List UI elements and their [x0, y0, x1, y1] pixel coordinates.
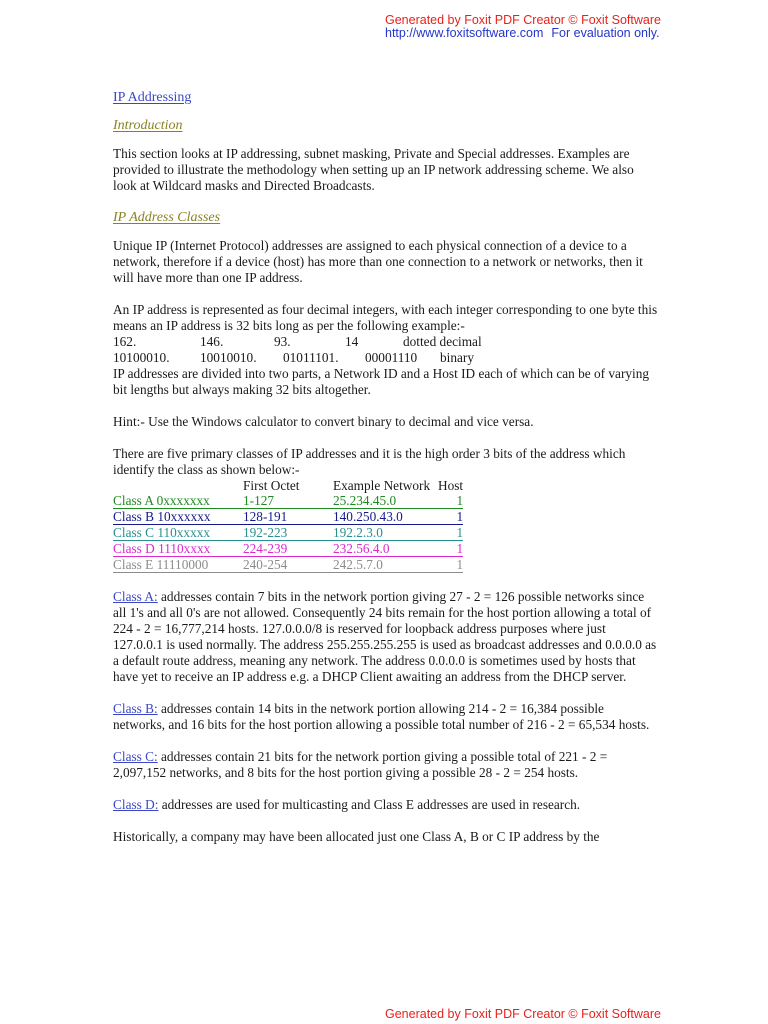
intro-paragraph: This section looks at IP addressing, subnet masking, Private and Special addresses. Examples are provided to illustrate the methodology when setting up an IP network addressing scheme. We also look at Wildcard masks and Directed Broadcasts. — [113, 146, 634, 193]
banner-creator-text: Generated by Foxit PDF Creator © Foxit Software — [385, 1007, 661, 1021]
table-row — [113, 541, 463, 557]
document-body — [113, 90, 658, 861]
example-binary-cell: 10010010. — [200, 350, 257, 365]
table-cell: 1 — [438, 493, 463, 509]
example-decimal-cell: 14 — [345, 334, 359, 349]
intro-heading: Introduction — [113, 118, 183, 133]
ip-classes-table — [113, 478, 463, 573]
class-d-text: addresses are used for multicasting and Class E addresses are used in research. — [158, 797, 581, 812]
historical-paragraph: Historically, a company may have been allocated just one Class A, B or C IP address by the — [113, 829, 600, 844]
class-d-paragraph — [113, 797, 658, 813]
table-cell: 240-254 — [243, 557, 333, 573]
network-host-paragraph: IP addresses are divided into two parts, a Network ID and a Host ID each of which can be of varying bit lengths but always making 32 bits altogether. — [113, 366, 650, 397]
table-cell: Class C 110xxxxx — [113, 525, 243, 541]
class-d-link[interactable]: Class D: — [113, 797, 159, 812]
table-cell: 128-191 — [243, 509, 333, 525]
class-b-link[interactable]: Class B: — [113, 701, 158, 716]
table-header: First Octet — [243, 478, 300, 493]
table-cell: Class B 10xxxxxx — [113, 509, 243, 525]
banner-evaluation-note: For evaluation only. — [551, 26, 660, 40]
table-cell: 1 — [438, 541, 463, 557]
table-cell: 1-127 — [243, 493, 333, 509]
table-cell: Class E 11110000 — [113, 557, 243, 573]
table-cell: 140.250.43.0 — [333, 509, 438, 525]
table-row — [113, 525, 463, 541]
example-decimal-label: dotted decimal — [403, 334, 482, 349]
example-binary-cell: 10100010. — [113, 350, 170, 365]
table-cell: 192.2.3.0 — [333, 525, 438, 541]
table-cell: 232.56.4.0 — [333, 541, 438, 557]
page-title: IP Addressing — [113, 90, 192, 105]
example-decimal-cell: 162. — [113, 334, 137, 349]
example-binary-cell: 01011101. — [283, 350, 339, 365]
table-header: Example Network — [333, 478, 431, 493]
table-cell: Class D 1110xxxx — [113, 541, 243, 557]
table-cell: 25.234.45.0 — [333, 493, 438, 509]
ip-representation-paragraph: An IP address is represented as four decimal integers, with each integer corresponding to one byte this means an IP address is 32 bits long as per the following example:- — [113, 302, 658, 333]
table-row — [113, 557, 463, 573]
foxit-banner-top — [385, 14, 661, 40]
example-decimal-cell: 93. — [274, 334, 291, 349]
table-row — [113, 509, 463, 525]
example-binary-label: binary — [440, 350, 474, 365]
example-decimal-cell: 146. — [200, 334, 224, 349]
table-cell: Class A 0xxxxxxx — [113, 493, 243, 509]
table-cell: 224-239 — [243, 541, 333, 557]
banner-creator-text: Generated by Foxit PDF Creator © Foxit Software — [385, 13, 661, 27]
class-b-paragraph — [113, 701, 658, 733]
example-binary-cell: 00001110 — [365, 350, 418, 365]
example-decimal-row — [113, 334, 658, 350]
primary-classes-paragraph: There are five primary classes of IP addresses and it is the high order 3 bits of the address which identify the class as shown below:- — [113, 446, 626, 477]
table-header — [113, 478, 243, 493]
table-cell: 242.5.7.0 — [333, 557, 438, 573]
class-b-text: addresses contain 14 bits in the network portion allowing 214 - 2 = 16,384 possible networks, and 16 bits for the host portion allowing a possible total number of 216 - 2 = 65,534 hosts. — [113, 701, 650, 732]
table-cell: 192-223 — [243, 525, 333, 541]
class-a-link[interactable]: Class A: — [113, 589, 158, 604]
table-row — [113, 493, 463, 509]
class-c-link[interactable]: Class C: — [113, 749, 158, 764]
unique-ip-paragraph: Unique IP (Internet Protocol) addresses are assigned to each physical connection of a device to a network, therefore if a device (host) has more than one connection to a network or networks, then it will have more than one IP address. — [113, 238, 643, 285]
table-header-row — [113, 478, 463, 493]
classes-heading: IP Address Classes — [113, 210, 221, 225]
table-cell: 1 — [438, 557, 463, 573]
class-a-text: addresses contain 7 bits in the network portion giving 27 - 2 = 126 possible networks since all 1's and all 0's are not allowed. Consequently 24 bits remain for the host portion allowing a total of 224 - 2 = 16,777,214 hosts. 127.0.0.0/8 is reserved for loopback address purposes where just 127.0.0.1 is used normally. The address 255.255.255.255 is used as broadcast addresses and 0.0.0.0 as a default route address, meaning any network. The address 0.0.0.0 is sometimes used by hosts that have yet to receive an IP address e.g. a DHCP Client awaiting an address from the DHCP server. — [113, 589, 657, 684]
table-cell: 1 — [438, 525, 463, 541]
class-c-text: addresses contain 21 bits for the network portion giving a possible total of 221 - 2 = 2,097,152 networks, and 8 bits for the host portion giving a possible 28 - 2 = 254 hosts. — [113, 749, 608, 780]
hint-paragraph: Hint:- Use the Windows calculator to convert binary to decimal and vice versa. — [113, 414, 534, 429]
example-binary-row — [113, 350, 658, 366]
table-cell: 1 — [438, 509, 463, 525]
banner-url-link[interactable]: http://www.foxitsoftware.com — [385, 26, 544, 40]
class-c-paragraph — [113, 749, 658, 781]
class-a-paragraph — [113, 589, 658, 685]
table-header: Host — [438, 478, 464, 493]
foxit-banner-bottom — [385, 1008, 661, 1021]
